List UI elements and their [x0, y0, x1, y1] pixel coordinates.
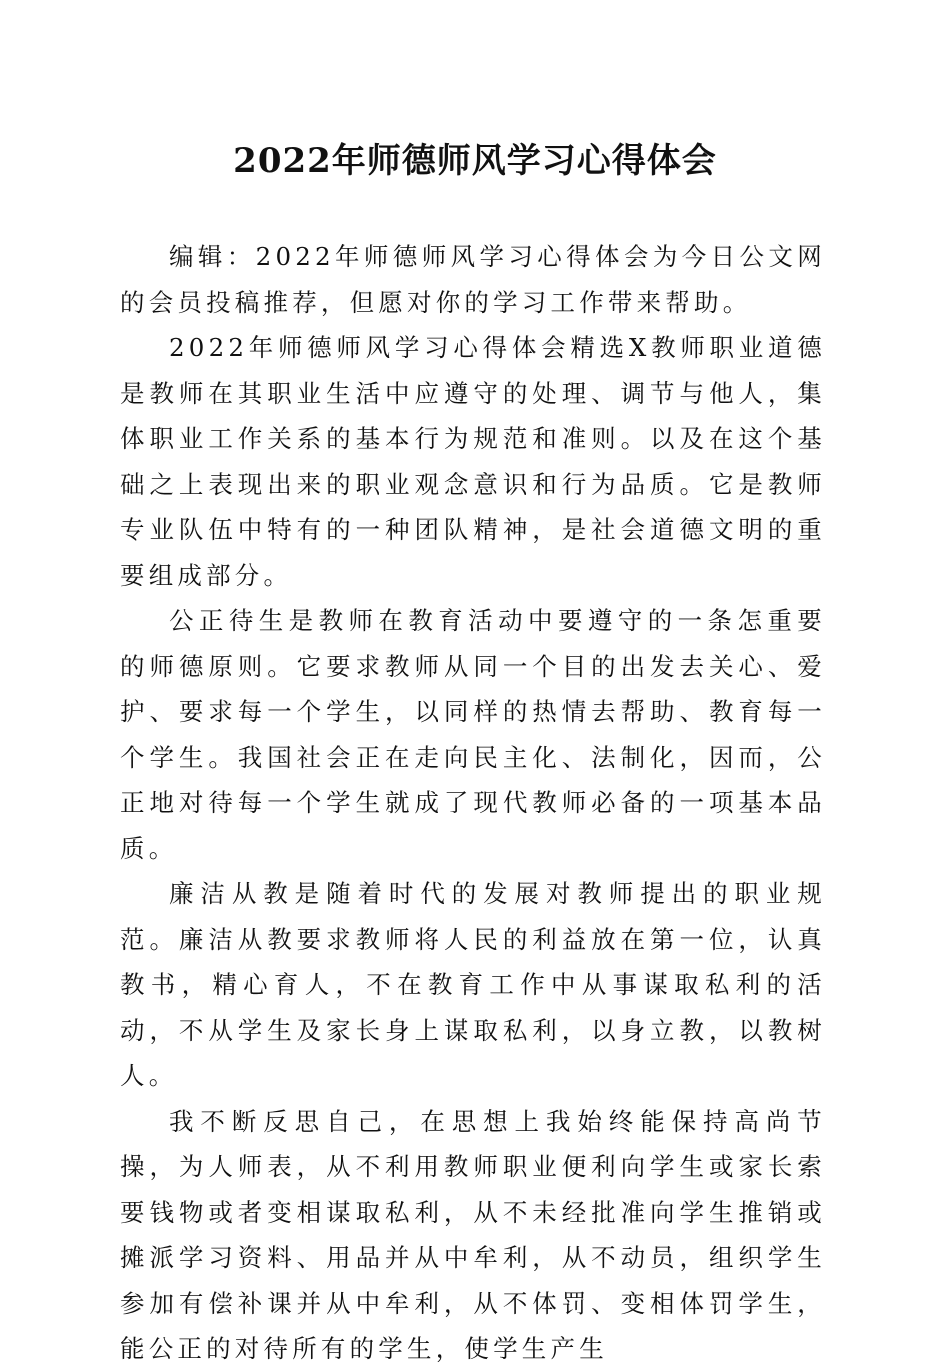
paragraph-editor-note: 编辑：2022年师德师风学习心得体会为今日公文网的会员投稿推荐，但愿对你的学习工作带来帮助。	[120, 242, 826, 317]
document-body	[120, 234, 826, 1372]
paragraph-fair-treatment: 公正待生是教师在教育活动中要遵守的一条怎重要的师德原则。它要求教师从同一个目的出发去关心、爱护、要求每一个学生，以同样的热情去帮助、教育每一个学生。我国社会正在走向民主化、法制化，因而，公正地对待每一个学生就成了现代教师必备的一项基本品质。	[120, 606, 826, 863]
paragraph-self-reflection: 我不断反思自己，在思想上我始终能保持高尚节操，为人师表，从不利用教师职业便利向学生或家长索要钱物或者变相谋取私利，从不未经批准向学生推销或摊派学习资料、用品并从中牟利，从不动员，组织学生参加有偿补课并从中牟利，从不体罚、变相体罚学生，能公正的对待所有的学生，使学生产生	[120, 1106, 826, 1363]
paragraph-professional-ethics: 2022年师德师风学习心得体会精选X教师职业道德是教师在其职业生活中应遵守的处理、调节与他人，集体职业工作关系的基本行为规范和准则。以及在这个基础之上表现出来的职业观念意识和行为品质。它是教师专业队伍中特有的一种团队精神，是社会道德文明的重要组成部分。	[120, 333, 826, 590]
document-title: 2022年师德师风学习心得体会	[233, 141, 717, 181]
paragraph-integrity: 廉洁从教是随着时代的发展对教师提出的职业规范。廉洁从教要求教师将人民的利益放在第一位，认真教书，精心育人，不在教育工作中从事谋取私利的活动，不从学生及家长身上谋取私利，以身立教，以教树人。	[120, 879, 826, 1090]
